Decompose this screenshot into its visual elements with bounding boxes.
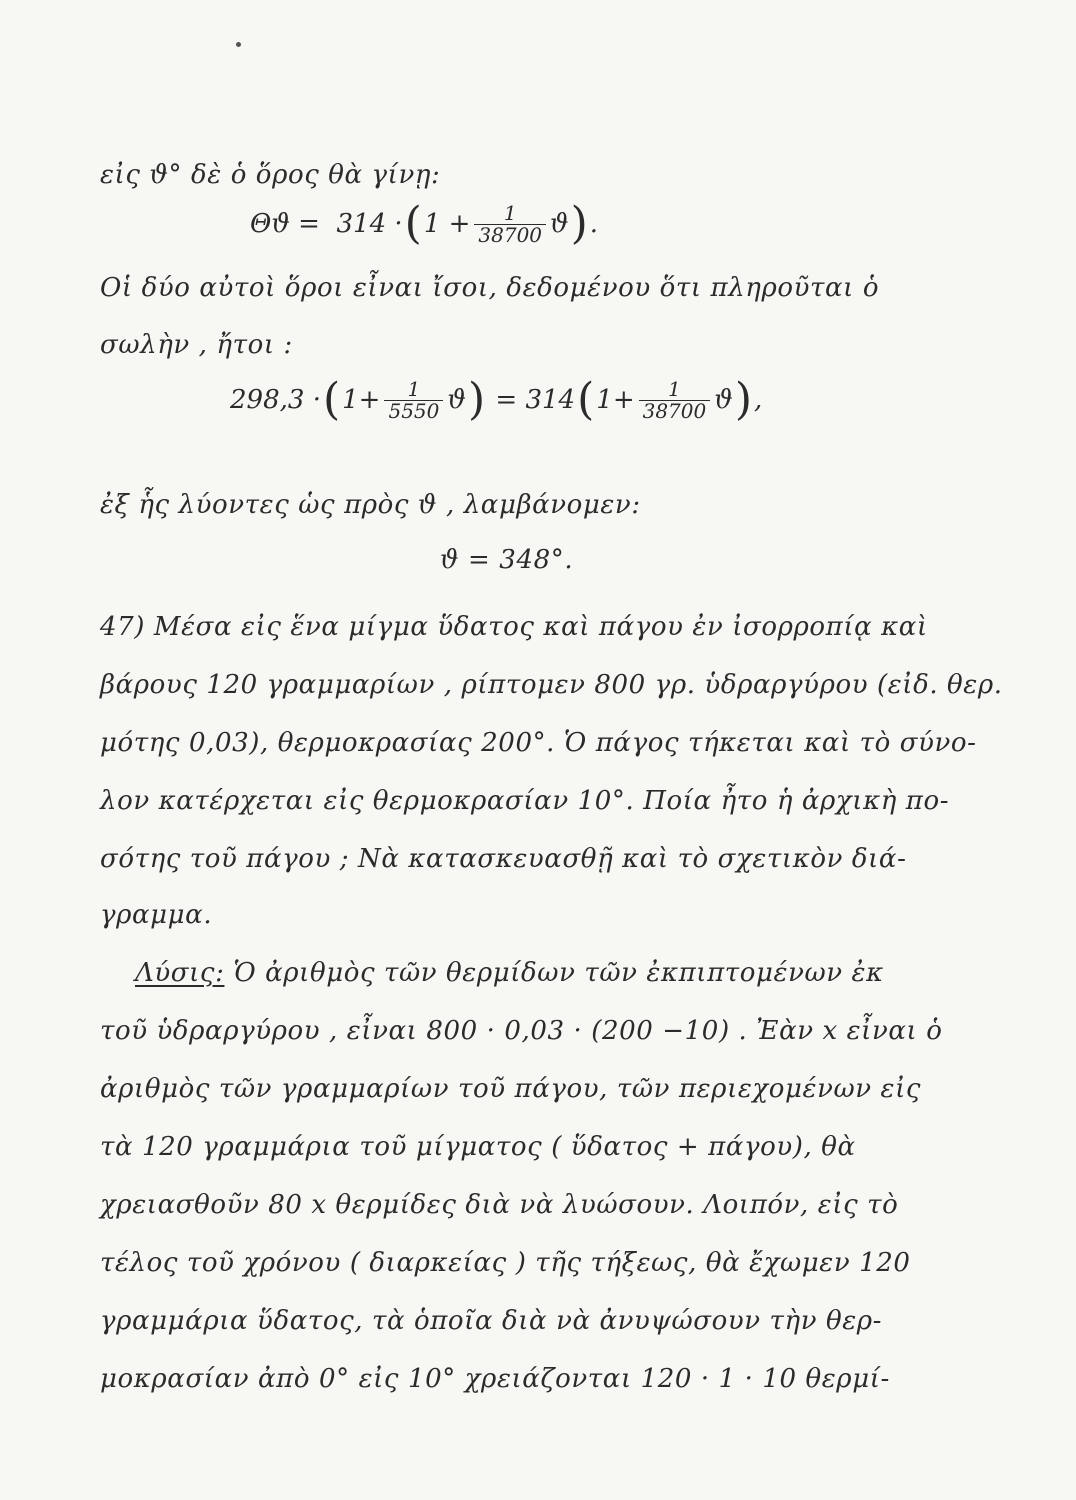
eq2-var-left: ϑ [447,385,466,415]
eq-var: ϑ [550,209,569,239]
eq2-one-right: 1+ [596,385,635,415]
problem-line: βάρους 120 γραμμαρίων , ρίπτομεν 800 γρ. ὑδραργύρου (εἰδ. θερ. [100,670,1003,700]
solution-line: τέλος τοῦ χρόνου ( διαρκείας ) τῆς τήξεως, θὰ ἔχωμεν 120 [100,1248,911,1278]
solution-line: γραμμάρια ὕδατος, τὰ ὁποῖα διὰ νὰ ἀνυψώσουν τὴν θερ- [100,1306,883,1336]
eq2-open-left: ( [322,374,341,425]
text-line: σωλὴν , ἤτοι : [100,330,293,360]
result-line: ϑ = 348°. [440,545,574,575]
eq-coef: 314 · [336,209,403,239]
equation-balance [230,374,763,425]
solution-line: τοῦ ὑδραργύρου , εἶναι 800 · 0,03 · (200 −10) . Ἐὰν x εἶναι ὁ [100,1016,943,1046]
problem-line: γραμμα. [100,900,213,930]
problem-line: 47) Μέσα εἰς ἕνα μίγμα ὕδατος καὶ πάγου ἐν ἰσορροπίᾳ καὶ [100,612,928,642]
solution-label: Λύσις: [135,958,225,988]
solution-line: χρειασθοῦν 80 x θερμίδες διὰ νὰ λυώσουν. Λοιπόν, εἰς τὸ [100,1190,899,1220]
eq2-close-left: ) [467,374,486,425]
eq2-fraction-right-num: 1 [668,376,681,401]
text-line: εἰς ϑ° δὲ ὁ ὅρος θὰ γίνῃ: [100,160,441,190]
eq2-fraction-right-den: 38700 [639,400,711,422]
solution-line: μοκρασίαν ἀπὸ 0° εἰς 10° χρειάζονται 120 · 1 · 10 θερμί- [100,1364,890,1394]
eq2-one-left: 1+ [342,385,381,415]
text-line: ἐξ ἧς λύοντες ὡς πρὸς ϑ , λαμβάνομεν: [100,490,641,520]
eq-fraction-den: 38700 [474,224,546,246]
solution-line: τὰ 120 γραμμάρια τοῦ μίγματος ( ὕδατος + πάγου), θὰ [100,1132,856,1162]
eq-close-paren: ) [570,198,588,249]
problem-line: σότης τοῦ πάγου ; Νὰ κατασκευασθῇ καὶ τὸ σχετικὸν διά- [100,844,907,874]
solution-line [135,958,1016,988]
eq2-fraction-right [639,376,711,423]
eq-end: . [589,209,599,239]
eq-lhs: Θϑ = [250,209,320,239]
eq-open-paren: ( [404,198,422,249]
eq2-fraction-left [384,376,443,423]
eq-fraction [474,200,546,247]
eq2-end: , [754,385,763,415]
solution-text: Ὁ ἀριθμὸς τῶν θερμίδων τῶν ἐκπιπτομένων ἐκ [224,958,884,988]
eq2-close-right: ) [734,374,752,425]
ink-dot [236,42,241,47]
eq2-open-right: ( [577,374,595,425]
eq2-coef-left: 298,3 · [230,385,321,415]
problem-line: λον κατέρχεται εἰς θερμοκρασίαν 10°. Ποία ἦτο ἡ ἀρχικὴ πο- [100,786,950,816]
eq2-equals: = [495,385,518,415]
eq2-var-right: ϑ [714,385,733,415]
eq2-fraction-left-den: 5550 [384,400,443,422]
text-line: Οἱ δύο αὐτοὶ ὅροι εἶναι ἴσοι, δεδομένου ὅτι πληροῦται ὁ [100,273,880,303]
eq2-fraction-left-num: 1 [407,376,421,401]
equation-theta [250,198,599,249]
eq2-coef-right: 314 [525,385,576,415]
eq-fraction-num: 1 [503,200,517,225]
eq-one: 1 + [423,209,471,239]
solution-line: ἀριθμὸς τῶν γραμμαρίων τοῦ πάγου, τῶν περιεχομένων εἰς [100,1074,922,1104]
problem-line: μότης 0,03), θερμοκρασίας 200°. Ὁ πάγος τήκεται καὶ τὸ σύνο- [100,728,977,758]
